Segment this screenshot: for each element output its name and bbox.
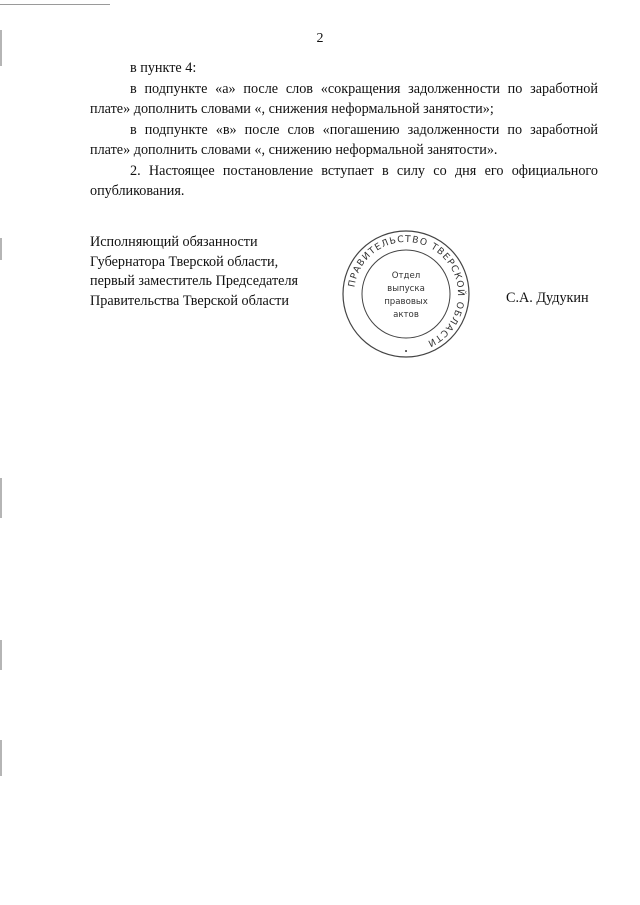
stamp-star-glyph: •: [404, 347, 408, 356]
stamp-center-line: актов: [393, 310, 419, 320]
stamp-center-line: выпуска: [387, 284, 425, 294]
stamp-inner-ring: [362, 250, 450, 338]
scan-artifact-line: [0, 4, 110, 5]
paragraph: в пункте 4:: [130, 60, 197, 76]
signatory-position-line: первый заместитель Председателя: [90, 273, 299, 289]
page-number: 2: [316, 31, 324, 46]
scan-margin-mark: [0, 238, 2, 260]
scan-margin-mark: [0, 478, 2, 518]
stamp-ring-text-path: ПРАВИТЕЛЬСТВО ТВЕРСКОЙ ОБЛАСТИ: [346, 233, 467, 350]
official-stamp: [341, 229, 471, 359]
document-body: [90, 58, 598, 202]
signatory-position: [90, 233, 298, 311]
signatory-name: С.А. Дудукин: [506, 290, 589, 306]
paragraph: в подпункте «в» после слов «погашению задолженности по заработной плате» дополнить словами «, снижению неформальной занятости».: [90, 121, 598, 158]
stamp-center-line: Отдел: [391, 271, 421, 281]
paragraph: 2. Настоящее постановление вступает в силу со дня его официального опубликования.: [90, 162, 598, 199]
signatory-position-line: Исполняющий обязанности: [90, 234, 258, 250]
scan-margin-mark: [0, 740, 2, 776]
stamp-center-line: правовых: [384, 297, 428, 307]
signatory-position-line: Губернатора Тверской области,: [90, 253, 279, 270]
paragraph: в подпункте «а» после слов «сокращения задолженности по заработной плате» дополнить словами «, снижения неформальной занятости»;: [90, 80, 598, 117]
signatory-position-line: Правительства Тверской области: [90, 292, 289, 309]
scan-margin-mark: [0, 640, 2, 670]
